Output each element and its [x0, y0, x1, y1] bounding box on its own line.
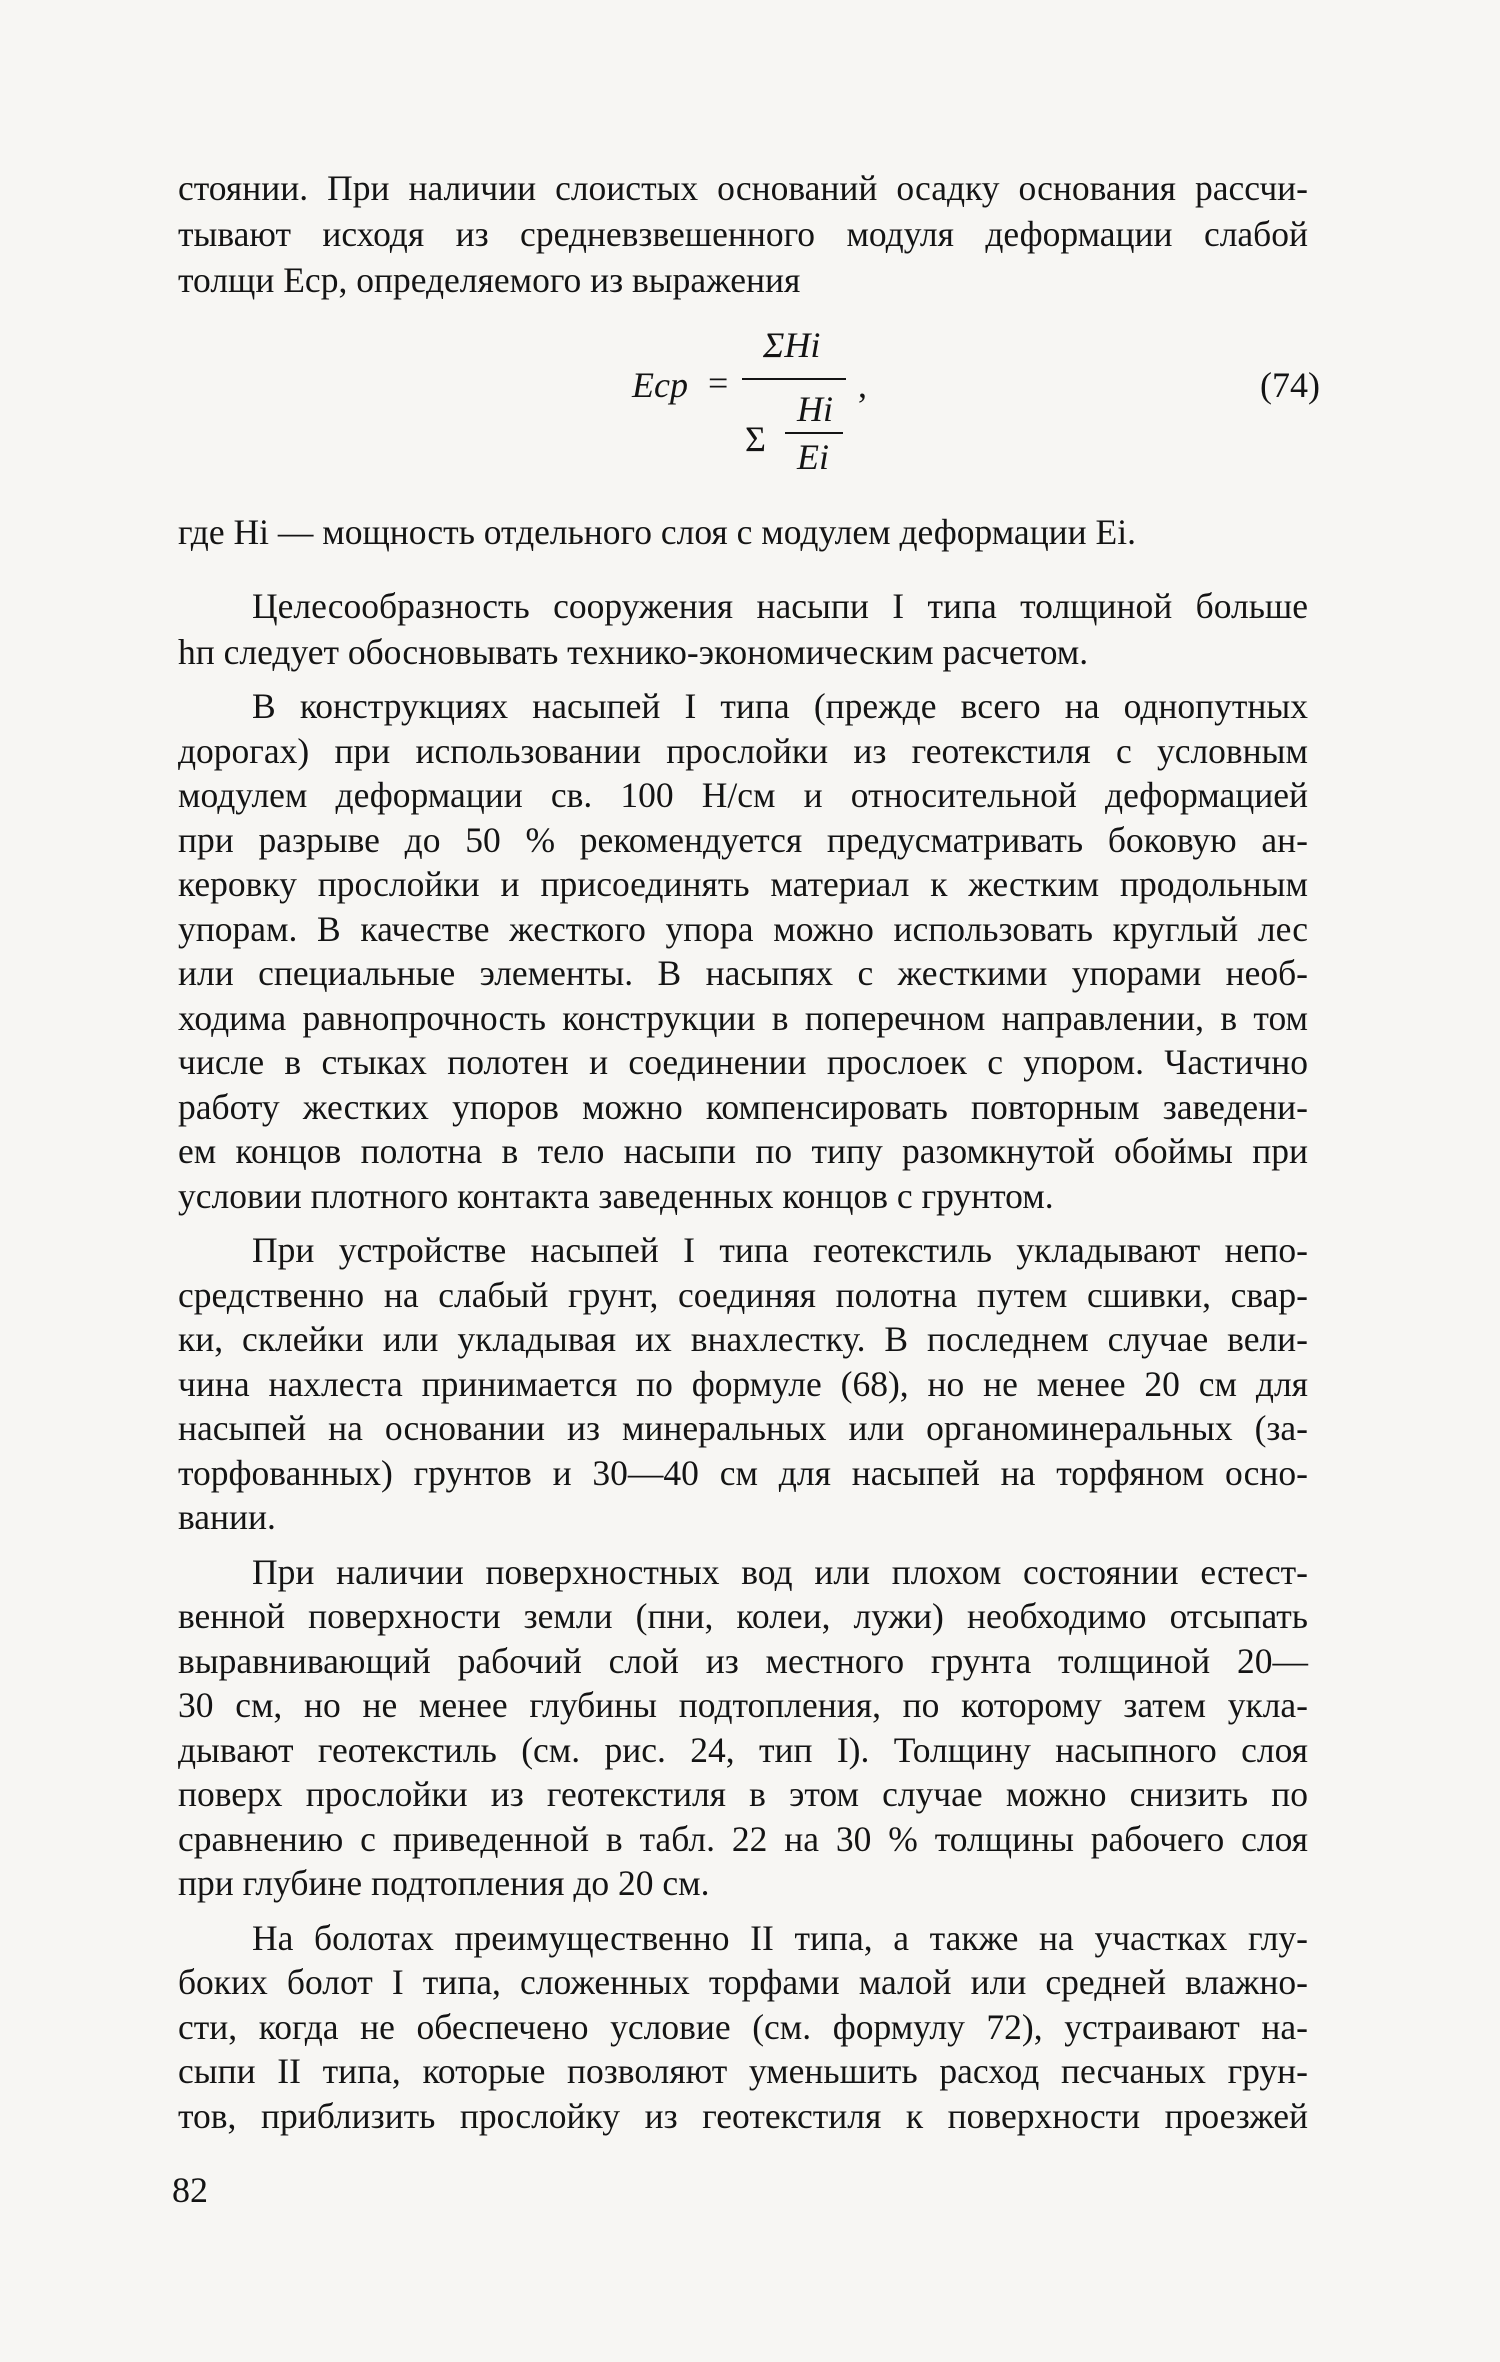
- text-line: работу жестких упоров можно компенсировать повторным заведени-: [178, 1087, 1308, 1127]
- text-line: В конструкциях насыпей I типа (прежде всего на однопутных: [252, 686, 1308, 726]
- text-line: упорам. В качестве жесткого упора можно использовать круглый лес: [178, 909, 1308, 949]
- text-line: При наличии поверхностных вод или плохом состоянии естест-: [252, 1552, 1308, 1592]
- text-line: сти, когда не обеспечено условие (см. формулу 72), устраивают на-: [178, 2007, 1308, 2047]
- formula-comma: ,: [858, 365, 867, 405]
- text-line: стоянии. При наличии слоистых оснований осадку основания рассчи-: [178, 168, 1308, 208]
- text-line: или специальные элементы. В насыпях с жесткими упорами необ-: [178, 953, 1308, 993]
- formula-number: (74): [1260, 365, 1320, 405]
- formula-sigma: Σ: [745, 419, 766, 459]
- text-line: дорогах) при использовании прослойки из геотекстиля с условным: [178, 731, 1308, 771]
- text-line: насыпей на основании из минеральных или органоминеральных (за-: [178, 1408, 1308, 1448]
- text-line: ходима равнопрочность конструкции в поперечном направлении, в том: [178, 998, 1308, 1038]
- text-line: сравнению с приведенной в табл. 22 на 30 % толщины рабочего слоя: [178, 1819, 1308, 1859]
- formula-equals: =: [708, 363, 729, 403]
- text-line: На болотах преимущественно II типа, а также на участках глу-: [252, 1918, 1308, 1958]
- text-line: числе в стыках полотен и соединении прослоек с упором. Частично: [178, 1042, 1308, 1082]
- text-line: поверх прослойки из геотекстиля в этом случае можно снизить по: [178, 1774, 1308, 1814]
- text-line: 30 см, но не менее глубины подтопления, по которому затем укла-: [178, 1685, 1308, 1725]
- page-number: 82: [172, 2170, 208, 2210]
- formula-inner-denominator: Ei: [797, 437, 829, 477]
- text-line: ки, склейки или укладывая их внахлестку. В последнем случае вели-: [178, 1319, 1308, 1359]
- text-line: чина нахлеста принимается по формуле (68), но не менее 20 см для: [178, 1364, 1308, 1404]
- text-line: При устройстве насыпей I типа геотекстиль укладывают непо-: [252, 1230, 1308, 1270]
- text-line: hп следует обосновывать технико-экономическим расчетом.: [178, 632, 1089, 672]
- text-line: тов, приблизить прослойку из геотекстиля к поверхности проезжей: [178, 2096, 1308, 2136]
- text-line: Целесообразность сооружения насыпи I типа толщиной больше: [252, 586, 1308, 626]
- text-line: боких болот I типа, сложенных торфами малой или средней влажно-: [178, 1962, 1308, 2002]
- text-line: средственно на слабый грунт, соединяя полотна путем сшивки, свар-: [178, 1275, 1308, 1315]
- text-line: венной поверхности земли (пни, колеи, лужи) необходимо отсыпать: [178, 1596, 1308, 1636]
- text-line: при разрыве до 50 % рекомендуется предусматривать боковую ан-: [178, 820, 1308, 860]
- formula-inner-fraction-bar: [785, 432, 843, 434]
- text-line: условии плотного контакта заведенных концов с грунтом.: [178, 1176, 1054, 1216]
- text-line: ем концов полотна в тело насыпи по типу разомкнутой обоймы при: [178, 1131, 1308, 1171]
- formula-numerator: ΣHi: [763, 325, 821, 365]
- text-line: торфованных) грунтов и 30—40 см для насыпей на торфяном осно-: [178, 1453, 1308, 1493]
- text-line: тывают исходя из средневзвешенного модуля деформации слабой: [178, 214, 1308, 254]
- formula-lhs: Eср: [632, 365, 688, 405]
- text-line: толщи Eср, определяемого из выражения: [178, 260, 801, 300]
- formula-inner-numerator: Hi: [797, 389, 833, 429]
- text-line: дывают геотекстиль (см. рис. 24, тип I). Толщину насыпного слоя: [178, 1730, 1308, 1770]
- text-line: вании.: [178, 1497, 276, 1537]
- text-line: керовку прослойки и присоединять материал к жестким продольным: [178, 864, 1308, 904]
- formula-explanation: где Hi — мощность отдельного слоя с модулем деформации Ei.: [178, 512, 1136, 552]
- text-line: выравнивающий рабочий слой из местного грунта толщиной 20—: [178, 1641, 1308, 1681]
- text-line: при глубине подтопления до 20 см.: [178, 1863, 710, 1903]
- formula-74: [0, 320, 1500, 490]
- text-line: модулем деформации св. 100 Н/см и относительной деформацией: [178, 775, 1308, 815]
- text-line: сыпи II типа, которые позволяют уменьшить расход песчаных грун-: [178, 2051, 1308, 2091]
- formula-main-fraction-bar: [742, 378, 846, 380]
